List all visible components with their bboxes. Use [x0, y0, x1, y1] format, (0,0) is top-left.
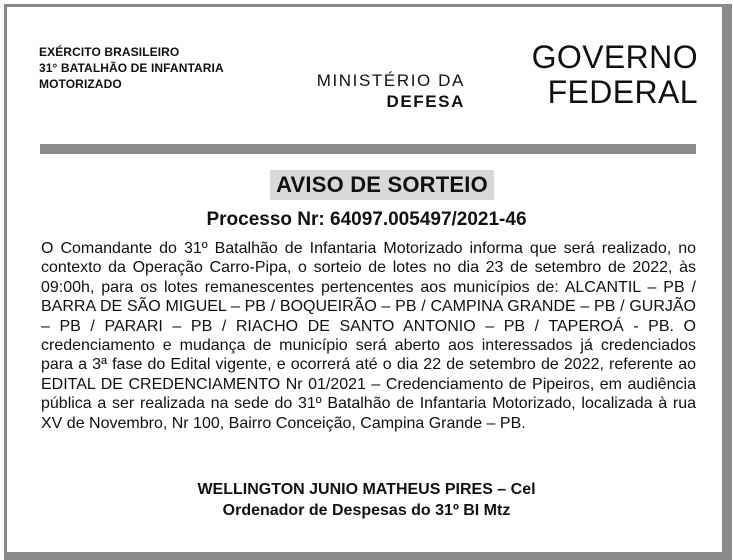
organization-header: [39, 44, 224, 92]
notice-body: O Comandante do 31º Batalhão de Infantaria Motorizado informa que será realizado, no contexto da Operação Carro-Pipa, o sorteio de lotes no dia 23 de setembro de 2022, às 09:00h, para os lotes remanescentes pertencentes aos municípios de: ALCANTIL – PB / BARRA DE SÃO MIGUEL – PB / BOQUEIRÃO – PB / CAMPINA GRANDE – PB / GURJÃO – PB / PARARI – PB / RIACHO DE SANTO ANTONIO – PB / TAPEROÁ - PB. O credenciamento e mudança de município será aberto aos interessados já credenciados para a 3ª fase do Edital vigente, e ocorrerá até o dia 22 de setembro de 2022, referente ao EDITAL DE CREDENCIAMENTO Nr 01/2021 – Credenciamento de Pipeiros, em audiência pública a ser realizada na sede do 31º Batalhão de Infantaria Motorizado, localizada à rua XV de Novembro, Nr 100, Bairro Conceição, Campina Grande – PB.: [41, 240, 696, 432]
ministry-line-1: MINISTÉRIO DA: [316, 71, 465, 90]
signer-role: Ordenador de Despesas do 31º BI Mtz: [222, 502, 511, 519]
ministry-line-2: DEFESA: [386, 92, 465, 111]
organization-line-3: MOTORIZADO: [39, 77, 122, 91]
notice-title: AVISO DE SORTEIO: [270, 170, 494, 200]
organization-line-1: EXÉRCITO BRASILEIRO: [39, 45, 180, 59]
government-line-1: GOVERNO: [531, 39, 698, 75]
government-logo: [470, 40, 698, 110]
signer-name: WELLINGTON JUNIO MATHEUS PIRES – Cel: [197, 481, 536, 498]
process-number: Processo Nr: 64097.005497/2021-46: [206, 209, 527, 230]
header-divider: [40, 144, 696, 154]
government-line-2: FEDERAL: [547, 74, 698, 110]
organization-line-2: 31° BATALHÃO DE INFANTARIA: [39, 61, 224, 75]
ministry-logo: [300, 70, 465, 112]
signature-block: [0, 479, 733, 521]
